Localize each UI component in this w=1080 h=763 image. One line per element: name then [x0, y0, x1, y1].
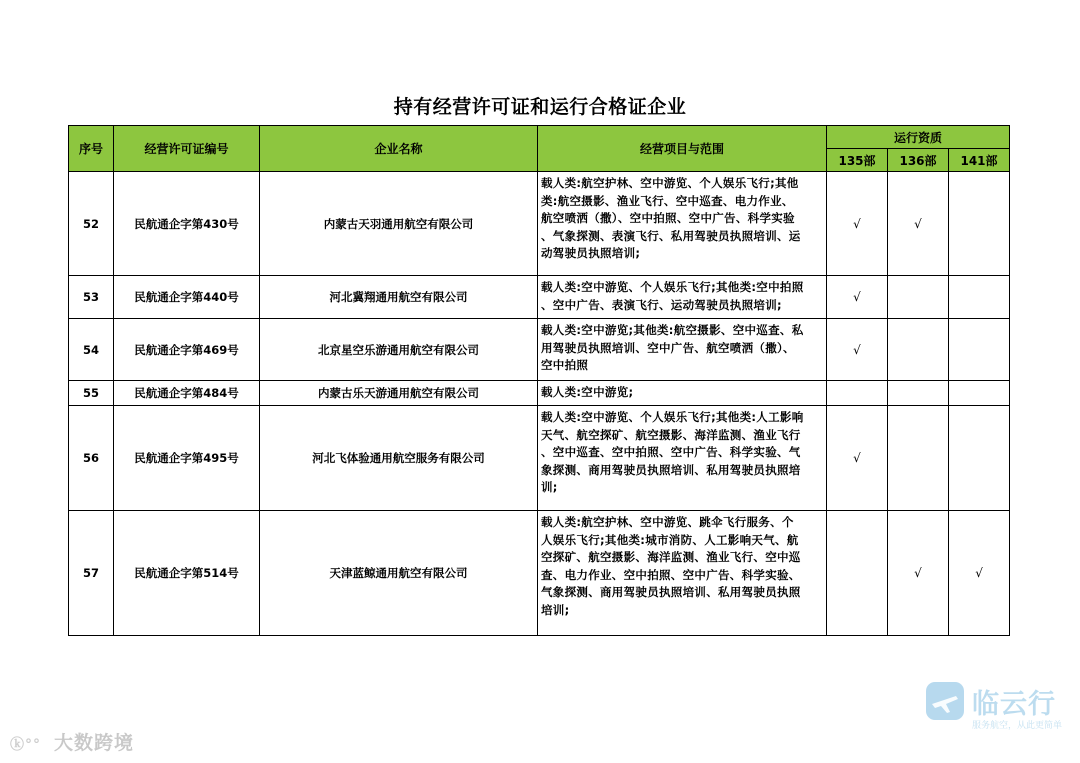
- scope-line: 载人类:空中游览;: [541, 385, 634, 399]
- header-company: 企业名称: [260, 126, 538, 172]
- q141-check: [949, 381, 1010, 406]
- scope-line: 天气、航空探矿、航空摄影、海洋监测、渔业飞行: [541, 427, 801, 442]
- row-company: 河北冀翔通用航空有限公司: [260, 276, 538, 319]
- row-scope: [538, 406, 827, 511]
- q135-check: √: [827, 406, 888, 511]
- airplane-logo-icon: [926, 682, 964, 720]
- row-company: 河北飞体验通用航空服务有限公司: [260, 406, 538, 511]
- scope-line: 训;: [541, 480, 558, 494]
- scope-line: 空探矿、航空摄影、海洋监测、渔业飞行、空中巡: [541, 550, 801, 564]
- q136-check: [888, 319, 949, 381]
- scope-line: 、空中广告、表演飞行、运动驾驶员执照培训;: [541, 297, 782, 312]
- row-index: 53: [69, 276, 114, 319]
- scope-line: 载人类:航空护林、空中游览、跳伞飞行服务、个: [541, 515, 794, 529]
- page-title: 持有经营许可证和运行合格证企业: [393, 96, 687, 118]
- row-company: 北京星空乐游通用航空有限公司: [260, 319, 538, 381]
- q141-check: [949, 319, 1010, 381]
- scope-line: 气象探测、商用驾驶员执照培训、私用驾驶员执照: [541, 585, 801, 599]
- header-q141: 141部: [949, 149, 1010, 172]
- q136-check: [888, 381, 949, 406]
- row-license-no: 民航通企字第430号: [114, 172, 260, 276]
- header-qualification: 运行资质: [827, 126, 1010, 149]
- row-company: 天津蓝鲸通用航空有限公司: [260, 511, 538, 636]
- scope-line: 人娱乐飞行;其他类:城市消防、人工影响天气、航: [541, 532, 799, 547]
- row-index: 57: [69, 511, 114, 636]
- header-q136: 136部: [888, 149, 949, 172]
- row-license-no: 民航通企字第440号: [114, 276, 260, 319]
- row-license-no: 民航通企字第469号: [114, 319, 260, 381]
- q135-check: √: [827, 319, 888, 381]
- table-row: [69, 172, 1010, 276]
- table-row: [69, 511, 1010, 636]
- watermark-linyunxing: [926, 682, 1076, 732]
- row-scope: [538, 276, 827, 319]
- row-scope: [538, 172, 827, 276]
- q141-check: √: [949, 511, 1010, 636]
- scope-line: 象探测、商用驾驶员执照培训、私用驾驶员执照培: [541, 462, 801, 477]
- table-row: [69, 381, 1010, 406]
- q136-check: [888, 406, 949, 511]
- watermark-dashujk: [10, 728, 134, 755]
- scope-line: 载人类:空中游览、个人娱乐飞行;其他类:空中拍照: [541, 280, 804, 294]
- row-scope: [538, 319, 827, 381]
- watermark-brand: 临云行: [972, 689, 1056, 720]
- q135-check: [827, 381, 888, 406]
- q135-check: √: [827, 276, 888, 319]
- q141-check: [949, 276, 1010, 319]
- scope-line: 动驾驶员执照培训;: [541, 246, 641, 260]
- scope-line: 载人类:空中游览;其他类:航空摄影、空中巡查、私: [541, 323, 804, 337]
- scope-line: 培训;: [541, 602, 570, 617]
- row-index: 54: [69, 319, 114, 381]
- scope-line: 、空中巡查、空中拍照、空中广告、科学实验、气: [541, 445, 801, 459]
- row-license-no: 民航通企字第514号: [114, 511, 260, 636]
- watermark-slogan: 服务航空，从此更简单: [972, 721, 1063, 731]
- q141-check: [949, 172, 1010, 276]
- row-company: 内蒙古天羽通用航空有限公司: [260, 172, 538, 276]
- q135-check: √: [827, 172, 888, 276]
- scope-line: 航空喷洒（撒）、空中拍照、空中广告、科学实验: [541, 211, 795, 225]
- row-index: 56: [69, 406, 114, 511]
- row-license-no: 民航通企字第484号: [114, 381, 260, 406]
- enterprise-table: [68, 125, 1010, 636]
- q136-check: √: [888, 172, 949, 276]
- scope-line: 空中拍照: [541, 358, 589, 372]
- scope-line: 、气象探测、表演飞行、私用驾驶员执照培训、运: [541, 228, 801, 243]
- q135-check: [827, 511, 888, 636]
- dashujk-logo-icon: ⓚ°°: [10, 737, 41, 753]
- row-license-no: 民航通企字第495号: [114, 406, 260, 511]
- row-scope: [538, 381, 827, 406]
- scope-line: 载人类:航空护林、空中游览、个人娱乐飞行;其他: [541, 176, 799, 190]
- scope-line: 查、电力作业、空中拍照、空中广告、科学实验、: [541, 567, 801, 582]
- row-scope: [538, 511, 827, 636]
- table-row: [69, 406, 1010, 511]
- table-row: [69, 276, 1010, 319]
- row-index: 52: [69, 172, 114, 276]
- row-company: 内蒙古乐天游通用航空有限公司: [260, 381, 538, 406]
- q136-check: [888, 276, 949, 319]
- header-license-no: 经营许可证编号: [114, 126, 260, 172]
- scope-line: 类:航空摄影、渔业飞行、空中巡查、电力作业、: [541, 193, 794, 208]
- header-scope: 经营项目与范围: [538, 126, 827, 172]
- watermark-left-text: 大数跨境: [54, 732, 135, 754]
- row-index: 55: [69, 381, 114, 406]
- table-row: [69, 319, 1010, 381]
- scope-line: 载人类:空中游览、个人娱乐飞行;其他类:人工影响: [541, 410, 804, 424]
- header-index: 序号: [69, 126, 114, 172]
- q141-check: [949, 406, 1010, 511]
- q136-check: √: [888, 511, 949, 636]
- scope-line: 用驾驶员执照培训、空中广告、航空喷洒（撒）、: [541, 340, 795, 355]
- header-q135: 135部: [827, 149, 888, 172]
